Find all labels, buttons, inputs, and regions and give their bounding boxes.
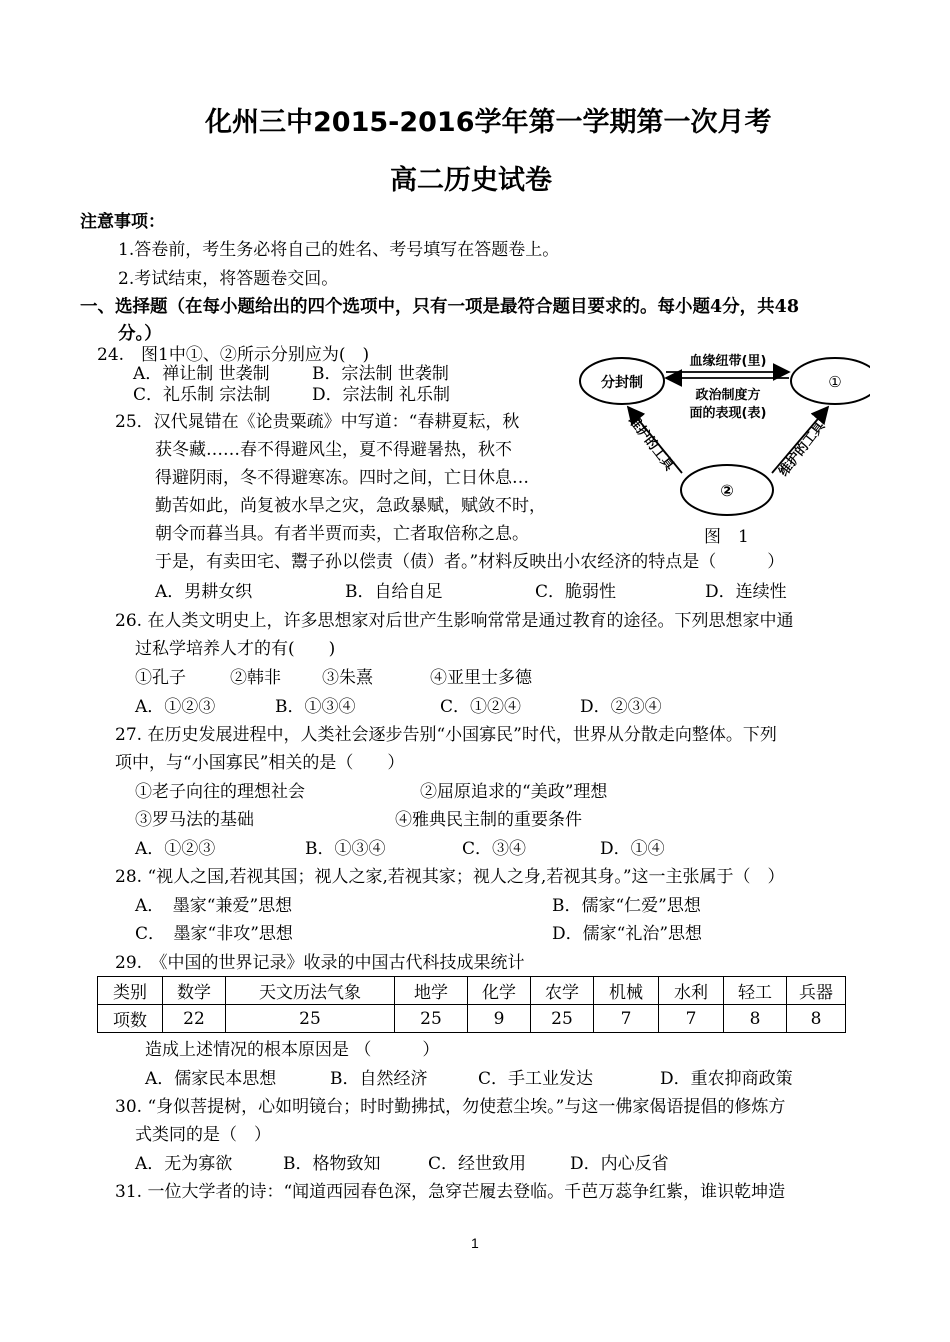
q24-stem: 24. 图1中①、②所示分别应为( ) xyxy=(97,345,370,365)
table-cell: 9 xyxy=(468,1005,531,1033)
node-bottom-label: ② xyxy=(720,481,734,500)
table-header-row xyxy=(98,977,846,1005)
q27-option-c: C．③④ xyxy=(462,839,527,859)
q27-item: ②屈原追求的“美政”理想 xyxy=(420,782,608,802)
right-edge-label: 维护的工具 xyxy=(776,418,829,480)
q26-option-c: C．①②④ xyxy=(440,697,522,717)
table-cell: 类别 xyxy=(98,977,163,1005)
table-cell: 天文历法气象 xyxy=(226,977,395,1005)
q29-stem: 29. 《中国的世界记录》收录的中国古代科技成果统计 xyxy=(115,953,525,973)
q27-line: 项中，与“小国寡民”相关的是（ ） xyxy=(115,753,405,773)
q30-line: 30. “身似菩提树，心如明镜台；时时勤拂拭，勿使惹尘埃。”与这一佛家偈语提倡的修炼方 xyxy=(115,1097,786,1117)
q26-option-b: B．①③④ xyxy=(275,697,356,717)
figure-caption: 图 1 xyxy=(704,527,749,547)
q25-line: 勤苦如此，尚复被水旱之灾，急政暴赋，赋敛不时， xyxy=(155,496,546,516)
q27-item: ④雅典民主制的重要条件 xyxy=(395,810,582,830)
q26-option-d: D．②③④ xyxy=(580,697,662,717)
q26-item: ②韩非 xyxy=(230,668,281,688)
q30-option-b: B．格物致知 xyxy=(283,1154,381,1174)
notice-item: 2.考试结束，将答题卷交回。 xyxy=(118,269,339,289)
exam-title: 化州三中2015-2016学年第一学期第一次月考 xyxy=(205,107,772,138)
q27-line: 27. 在历史发展进程中，人类社会逐步告别“小国寡民”时代，世界从分散走向整体。下列 xyxy=(115,725,777,745)
center-label-2: 面的表现(表) xyxy=(689,406,767,421)
top-arrow-label: 血缘纽带(里) xyxy=(689,354,767,369)
q30-line: 式类同的是（ ） xyxy=(135,1125,271,1145)
q30-option-c: C．经世致用 xyxy=(428,1154,527,1174)
q31-line: 31. 一位大学者的诗：“闻道西园春色深，急穿芒履去登临。千芭万蕊争红紫，谁识乾坤造 xyxy=(115,1182,786,1202)
table-cell: 水利 xyxy=(659,977,724,1005)
q30-option-a: A．无为寡欲 xyxy=(135,1154,233,1174)
q25-line: 25．汉代晁错在《论贵粟疏》中写道：“春耕夏耘，秋 xyxy=(115,412,520,432)
figure-1-diagram xyxy=(570,345,870,545)
table-cell: 农学 xyxy=(531,977,594,1005)
notice-item: 1.答卷前，考生务必将自己的姓名、考号填写在答题卷上。 xyxy=(118,240,560,260)
q29-option-b: B．自然经济 xyxy=(330,1069,428,1089)
center-label-1: 政治制度方 xyxy=(695,388,761,403)
q25-line: 于是，有卖田宅、鬻子孙以偿责（债）者。”材料反映出小农经济的特点是（ ） xyxy=(155,552,785,572)
table-cell: 地学 xyxy=(395,977,468,1005)
q29-question: 造成上述情况的根本原因是 （ ） xyxy=(145,1040,440,1060)
q25-line: 朝令而暮当具。有者半贾而卖，亡者取倍称之息。 xyxy=(155,524,529,544)
q26-option-a: A．①②③ xyxy=(135,697,216,717)
q24-option-a: A．禅让制 世袭制 xyxy=(133,364,270,384)
table-cell: 8 xyxy=(724,1005,787,1033)
q26-item: ③朱熹 xyxy=(322,668,373,688)
q24-option-b: B．宗法制 世袭制 xyxy=(312,364,449,384)
q25-option-d: D．连续性 xyxy=(705,582,787,602)
section-heading: 一、选择题（在每小题给出的四个选项中，只有一项是最符合题目要求的。每小题4分，共48 xyxy=(80,297,800,317)
q27-item: ①老子向往的理想社会 xyxy=(135,782,305,802)
q26-item: ④亚里士多德 xyxy=(430,668,532,688)
q29-option-c: C．手工业发达 xyxy=(478,1069,594,1089)
q27-option-b: B．①③④ xyxy=(305,839,386,859)
q27-option-a: A．①②③ xyxy=(135,839,216,859)
q29-option-a: A．儒家民本思想 xyxy=(145,1069,277,1089)
q24-option-c: C．礼乐制 宗法制 xyxy=(133,385,271,405)
table-cell: 轻工 xyxy=(724,977,787,1005)
table-cell: 兵器 xyxy=(787,977,846,1005)
section-heading-cont: 分。） xyxy=(118,324,162,344)
q30-option-d: D．内心反省 xyxy=(570,1154,669,1174)
q25-line: 获冬藏……春不得避风尘，夏不得避暑热，秋不 xyxy=(155,440,512,460)
q26-line: 26. 在人类文明史上，许多思想家对后世产生影响常常是通过教育的途径。下列思想家中通 xyxy=(115,611,794,631)
q28-option-d: D．儒家“礼治”思想 xyxy=(552,924,703,944)
q24-option-d: D．宗法制 礼乐制 xyxy=(312,385,451,405)
page-number: 1 xyxy=(471,1235,479,1251)
q27-option-d: D．①④ xyxy=(600,839,665,859)
q28-stem: 28. “视人之国,若视其国；视人之家,若视其家；视人之身,若视其身。”这一主张属于（ ） xyxy=(115,867,785,887)
table-cell: 22 xyxy=(163,1005,226,1033)
q25-option-a: A．男耕女织 xyxy=(155,582,253,602)
q28-option-b: B．儒家“仁爱”思想 xyxy=(552,896,701,916)
left-edge-label: 维护的工具 xyxy=(624,413,677,474)
table-cell: 25 xyxy=(531,1005,594,1033)
node-right-label: ① xyxy=(828,373,842,391)
table-cell: 25 xyxy=(395,1005,468,1033)
q25-line: 得避阴雨，冬不得避寒冻。四时之间，亡日休息… xyxy=(155,468,529,488)
q27-item: ③罗马法的基础 xyxy=(135,810,254,830)
table-row xyxy=(98,1005,846,1033)
tech-statistics-table xyxy=(97,976,846,1033)
table-cell: 25 xyxy=(226,1005,395,1033)
q28-option-a: A． 墨家“兼爱”思想 xyxy=(135,896,293,916)
exam-subtitle: 高二历史试卷 xyxy=(390,165,552,196)
q26-item: ①孔子 xyxy=(135,668,186,688)
node-left-label: 分封制 xyxy=(601,375,643,391)
table-cell: 数学 xyxy=(163,977,226,1005)
table-cell: 项数 xyxy=(98,1005,163,1033)
notice-heading: 注意事项： xyxy=(80,212,165,232)
table-cell: 化学 xyxy=(468,977,531,1005)
table-cell: 7 xyxy=(659,1005,724,1033)
table-cell: 机械 xyxy=(594,977,659,1005)
q28-option-c: C． 墨家“非攻”思想 xyxy=(135,924,293,944)
table-cell: 8 xyxy=(787,1005,846,1033)
q25-option-b: B．自给自足 xyxy=(345,582,443,602)
table-cell: 7 xyxy=(594,1005,659,1033)
q25-option-c: C．脆弱性 xyxy=(535,582,617,602)
q26-line: 过私学培养人才的有( ) xyxy=(135,639,336,659)
q29-option-d: D．重农抑商政策 xyxy=(660,1069,793,1089)
